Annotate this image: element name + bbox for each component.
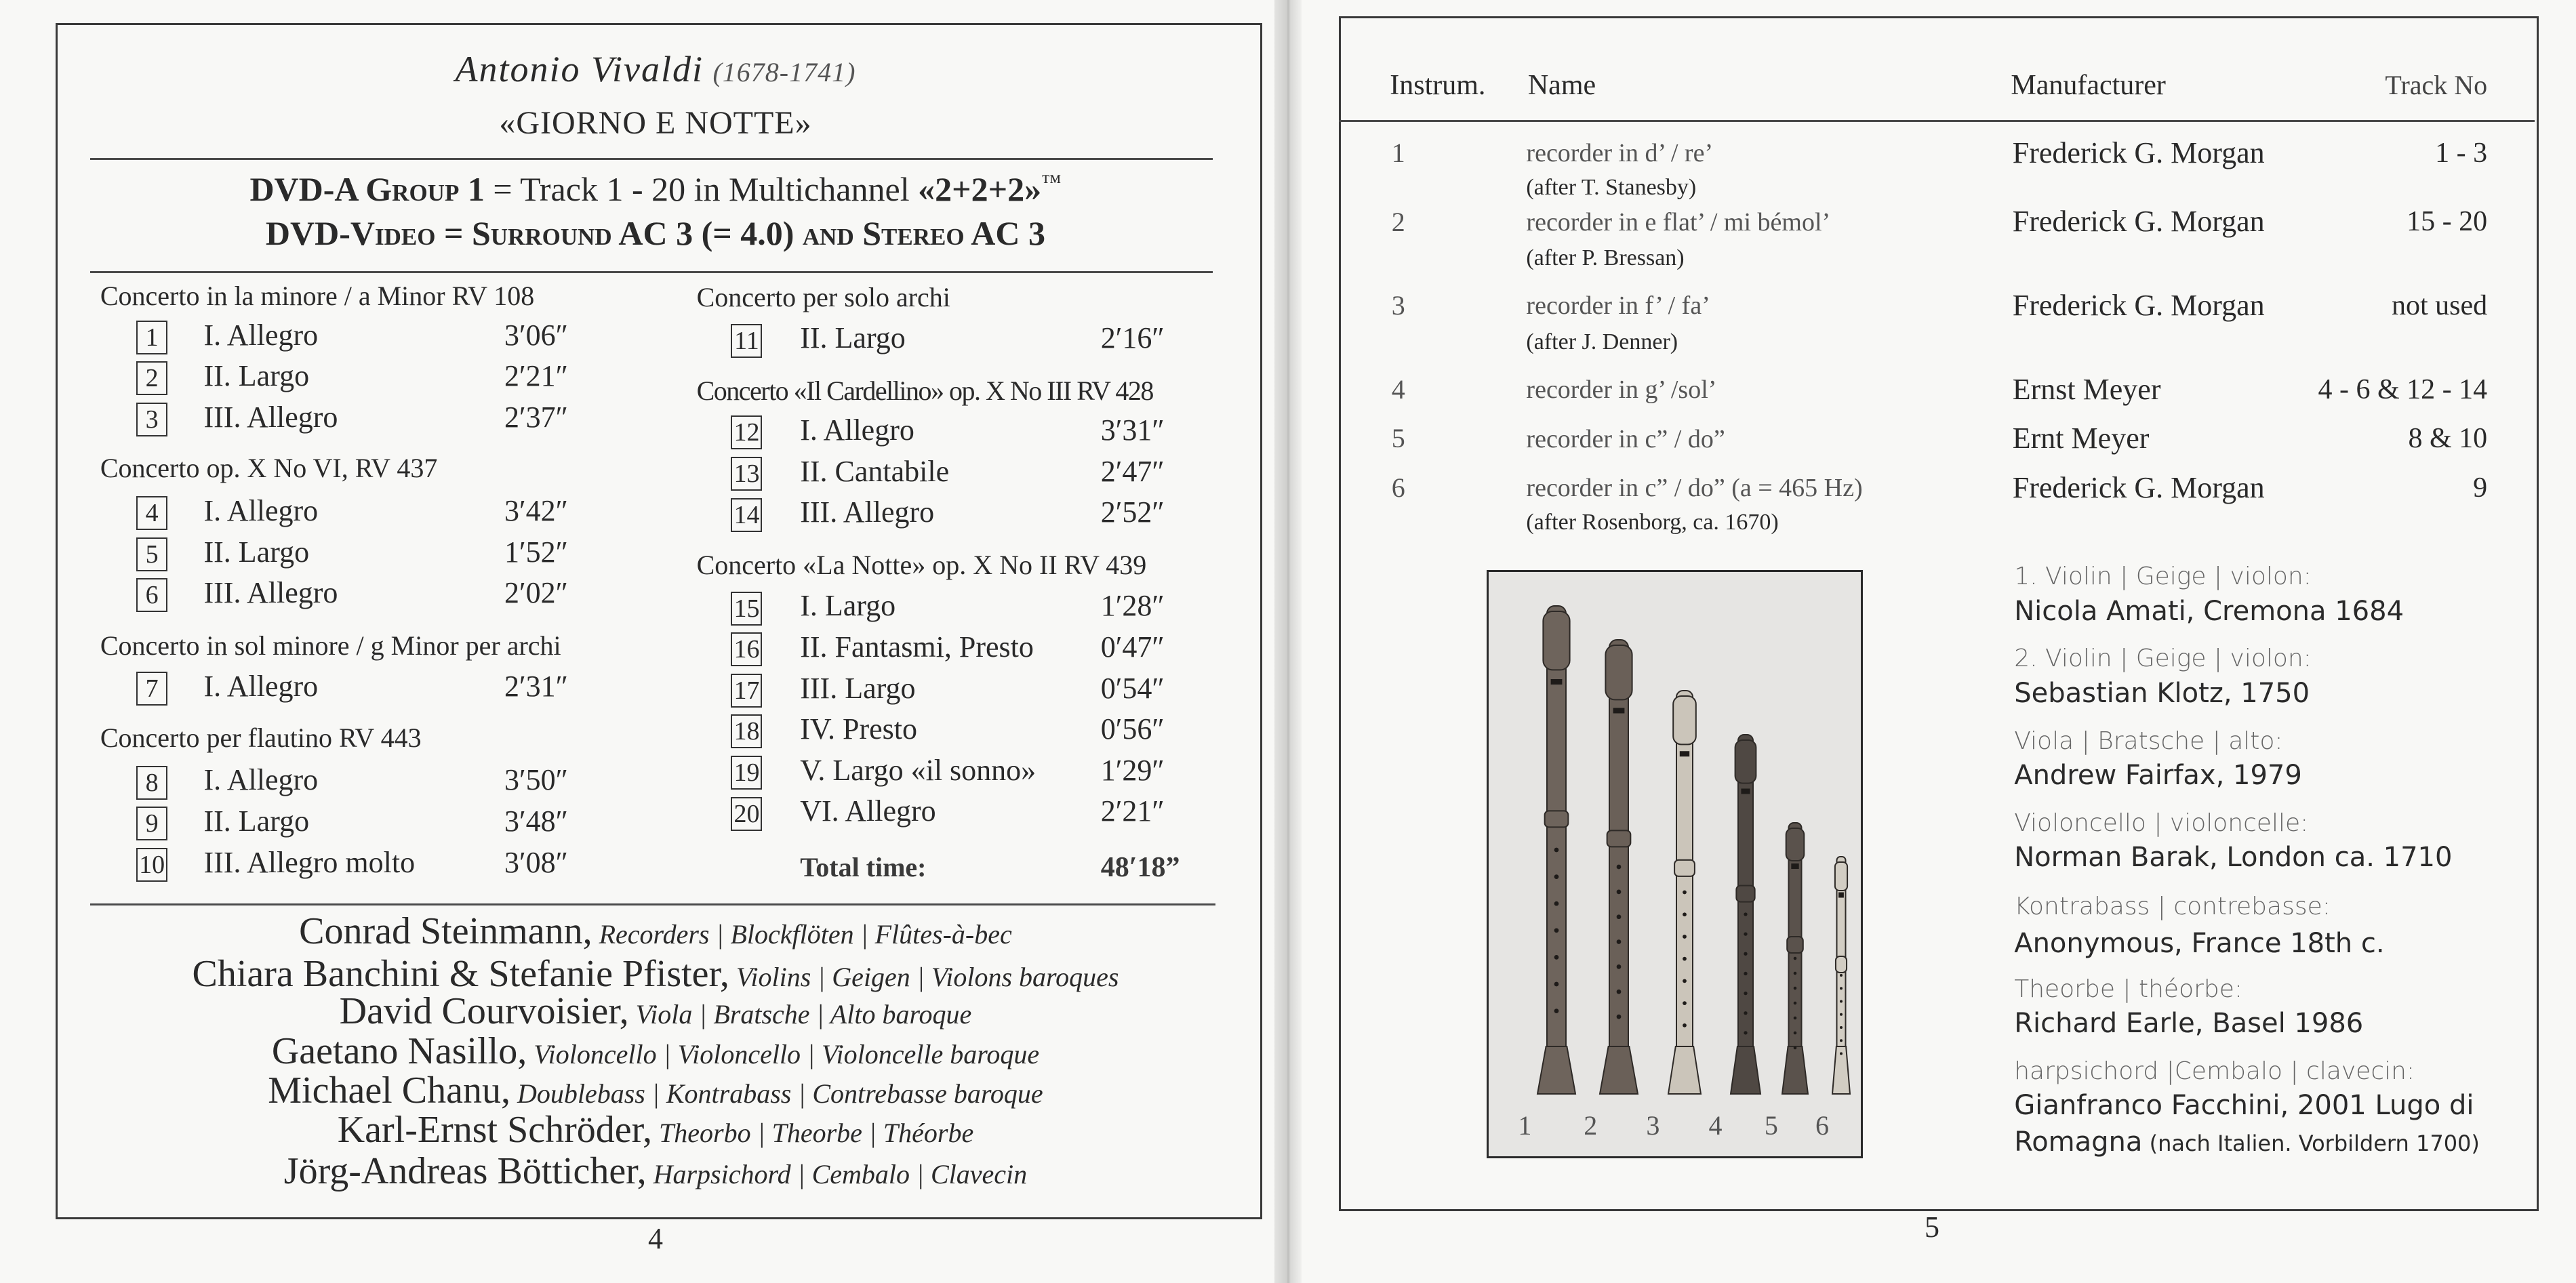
track-title: V. Largo «il sonno» [800, 753, 1037, 787]
track-number-box: 15 [731, 592, 762, 626]
instrument-maker-name: Andrew Fairfax, 1979 [2014, 760, 2302, 792]
instrument-label: 1. Violin | Geige | violon: [2014, 563, 2312, 591]
track-duration: 3′42″ [504, 493, 568, 527]
concerto-heading: Concerto per flautino RV 443 [100, 722, 422, 753]
track-number-box: 19 [731, 756, 762, 790]
track-duration: 1′52″ [504, 535, 568, 569]
track-duration: 3′08″ [504, 845, 568, 879]
instrument-maker [2014, 927, 2385, 959]
recorder-name: recorder in c” / do” (a = 465 Hz) [1526, 474, 1863, 503]
performer-line [337, 1108, 974, 1151]
track-number-box: 20 [731, 797, 762, 831]
recorder-maker: Ernst Meyer [2012, 372, 2161, 406]
performer-role: Violoncello | Violoncello | Violoncelle baroque [527, 1038, 1040, 1070]
track-duration: 2′37″ [504, 400, 568, 434]
track-duration: 3′31″ [1100, 413, 1165, 447]
performer-name: Jörg-Andreas Bötticher, [283, 1149, 647, 1192]
recorder-maker: Frederick G. Morgan [2012, 136, 2265, 169]
instrument-maker [2014, 595, 2404, 627]
table-header-rule [1339, 120, 2535, 122]
performer-name: Conrad Steinmann, [299, 910, 592, 952]
performer-role: Theorbo | Theorbe | Théorbe [652, 1117, 974, 1148]
recorder-4-image [1731, 735, 1760, 1094]
photo-label: 2 [1584, 1109, 1598, 1141]
instrument-maker-name: Norman Barak, London ca. 1710 [2014, 842, 2453, 874]
recorder-model: (after J. Denner) [1526, 329, 1678, 354]
track-title: I. Allegro [203, 763, 319, 797]
track-number-box: 14 [731, 498, 762, 532]
recorder-name: recorder in f’ / fa’ [1526, 291, 1710, 321]
track-duration: 0′54″ [1100, 671, 1165, 705]
photo-label: 5 [1764, 1109, 1778, 1141]
instrument-label: harpsichord |Cembalo | clavecin: [2014, 1057, 2415, 1085]
instrument-maker [2014, 678, 2310, 710]
track-number-box: 2 [136, 361, 167, 395]
track-number-box: 12 [731, 415, 762, 449]
recorder-number: 1 [1391, 137, 1405, 168]
photo-label: 6 [1815, 1109, 1829, 1141]
performers-rule [90, 903, 1215, 905]
recorder-name: recorder in g’ /sol’ [1526, 375, 1717, 404]
track-title: III. Allegro [203, 400, 338, 434]
track-number-box: 9 [136, 807, 167, 840]
book-gutter [1274, 0, 1302, 1283]
recorder-number: 5 [1391, 423, 1405, 454]
header-manufacturer: Manufacturer [2011, 70, 2166, 102]
recorder-name: recorder in e flat’ / mi bémol’ [1526, 207, 1831, 237]
track-duration: 1′28″ [1100, 589, 1165, 623]
track-title: II. Largo [203, 359, 310, 393]
performer-line [268, 1069, 1043, 1112]
recorder-5-image [1782, 823, 1808, 1094]
recorder-tracks: 9 [2473, 472, 2488, 504]
recorder-model: (after Rosenborg, ca. 1670) [1526, 510, 1779, 535]
track-title: I. Allegro [203, 318, 319, 352]
performer-role: Harpsichord | Cembalo | Clavecin [646, 1158, 1028, 1189]
track-title: I. Allegro [203, 493, 319, 527]
performer-role: Doublebass | Kontrabass | Contrebasse baroque [510, 1078, 1043, 1109]
total-time-value: 48′18” [1100, 851, 1180, 883]
instrument-label: 2. Violin | Geige | violon: [2014, 645, 2312, 673]
recorder-name: recorder in c” / do” [1526, 424, 1725, 453]
trademark: ™ [1041, 170, 1062, 193]
track-number-box: 18 [731, 714, 762, 748]
header-track: Track No [2385, 70, 2488, 101]
track-number-box: 1 [136, 321, 167, 354]
instrument-maker [2014, 1090, 2474, 1122]
track-duration: 0′56″ [1100, 712, 1165, 746]
dvd-a-rest: = Track 1 - 20 in Multichannel [484, 169, 919, 208]
performer-name: Chiara Banchini & Stefanie Pfister, [192, 952, 729, 995]
instrument-label: Theorbe | théorbe: [2014, 975, 2243, 1003]
title-rule [90, 158, 1212, 160]
recorder-6-image [1832, 857, 1850, 1094]
album-title: «GIORNO E NOTTE» [499, 104, 812, 141]
track-title: III. Allegro [203, 576, 338, 610]
recorder-model: (after P. Bressan) [1526, 245, 1685, 271]
recorder-number: 6 [1391, 472, 1405, 504]
track-number-box: 5 [136, 537, 167, 571]
composer-dates: (1678-1741) [712, 56, 856, 87]
performer-line [272, 1032, 1039, 1070]
composer-heading [455, 48, 856, 89]
recorder-tracks: 15 - 20 [2407, 206, 2488, 238]
dvd-video-line: DVD-Video = Surround AC 3 (= 4.0) and Stereo AC 3 [265, 214, 1046, 253]
recorder-2-image [1600, 640, 1638, 1094]
track-number-box: 4 [136, 496, 167, 530]
instrument-maker [2014, 1128, 2480, 1156]
dvd-a-line [249, 169, 1062, 208]
track-number-box: 16 [731, 632, 762, 666]
track-number-box: 8 [136, 766, 167, 800]
performer-name: Karl-Ernst Schröder, [337, 1108, 653, 1151]
performer-line [339, 990, 972, 1033]
recorder-model: (after T. Stanesby) [1526, 175, 1697, 200]
track-title: I. Allegro [203, 670, 319, 704]
recorder-number: 3 [1391, 290, 1405, 321]
track-duration: 2′47″ [1100, 454, 1165, 488]
page-number-left: 4 [647, 1221, 663, 1255]
recorders-photo [1487, 570, 1863, 1158]
recorder-tracks: 1 - 3 [2435, 137, 2488, 169]
track-number-box: 6 [136, 578, 167, 612]
concerto-heading: Concerto op. X No VI, RV 437 [100, 453, 438, 484]
instrument-maker-name: Richard Earle, Basel 1986 [2014, 1008, 2364, 1040]
recorder-name: recorder in d’ / re’ [1526, 138, 1714, 167]
track-title: IV. Presto [800, 712, 917, 746]
recorder-maker: Frederick G. Morgan [2012, 288, 2265, 322]
instrument-label: Violoncello | violoncelle: [2014, 809, 2309, 837]
track-title: I. Allegro [800, 413, 914, 447]
recorder-maker: Frederick G. Morgan [2012, 471, 2265, 504]
header-name: Name [1527, 70, 1596, 102]
performer-name: David Courvoisier, [339, 990, 629, 1033]
performer-line [192, 952, 1119, 995]
concerto-heading: Concerto in sol minore / g Minor per archi [100, 630, 561, 661]
track-title: I. Largo [800, 589, 896, 623]
track-duration: 1′29″ [1100, 753, 1165, 787]
recorder-tracks: 8 & 10 [2408, 423, 2488, 455]
track-title: II. Cantabile [800, 454, 950, 488]
concerto-heading: Concerto per solo archi [696, 282, 950, 313]
track-duration: 3′48″ [504, 804, 568, 838]
photo-label: 4 [1708, 1109, 1723, 1141]
track-title: VI. Allegro [800, 794, 936, 828]
recorder-tracks: not used [2392, 290, 2488, 322]
track-duration: 2′52″ [1100, 495, 1165, 529]
instrument-label: Kontrabass | contrebasse: [2014, 893, 2331, 921]
photo-label: 1 [1518, 1109, 1532, 1141]
instrument-maker [2014, 760, 2302, 792]
track-number-box: 3 [136, 403, 167, 436]
track-duration: 2′21″ [504, 359, 568, 393]
instrument-maker-name: Romagna [2014, 1126, 2143, 1158]
instrument-maker-name: Anonymous, France 18th c. [2014, 927, 2385, 959]
performer-role: Recorders | Blockflöten | Flûtes-à-bec [592, 918, 1012, 950]
track-duration: 2′02″ [504, 576, 568, 610]
concerto-heading: Concerto «Il Cardellino» op. X No III RV 428 [696, 375, 1153, 407]
track-duration: 3′06″ [504, 318, 568, 352]
instrument-maker [2014, 842, 2453, 874]
instrument-maker-note: (nach Italien. Vorbildern 1700) [2142, 1130, 2480, 1156]
concerto-heading: Concerto «La Notte» op. X No II RV 439 [696, 550, 1147, 581]
instrument-maker-name: Gianfranco Facchini, 2001 Lugo di [2014, 1090, 2474, 1122]
track-title: III. Allegro [800, 495, 935, 529]
instrument-maker-name: Nicola Amati, Cremona 1684 [2014, 595, 2404, 627]
performer-role: Viola | Bratsche | Alto baroque [628, 999, 972, 1030]
performer-line [299, 912, 1012, 950]
format-rule [90, 271, 1212, 273]
performer-name: Gaetano Nasillo, [271, 1030, 527, 1072]
track-number-box: 11 [731, 324, 762, 358]
instrument-maker [2014, 1008, 2364, 1040]
track-number-box: 7 [136, 672, 167, 706]
recorders-illustration [1489, 572, 1861, 1156]
track-title: III. Allegro molto [203, 845, 416, 879]
dvd-a-format: «2+2+2» [918, 169, 1042, 208]
recorder-number: 2 [1391, 206, 1405, 237]
spacer [704, 49, 713, 89]
track-number-box: 17 [731, 674, 762, 708]
track-duration: 2′21″ [1100, 794, 1165, 828]
recorder-maker: Ernt Meyer [2012, 422, 2150, 455]
track-title: II. Largo [203, 535, 310, 569]
performer-line [283, 1149, 1028, 1192]
track-duration: 2′31″ [504, 670, 568, 704]
track-number-box: 10 [136, 848, 167, 882]
photo-label: 3 [1646, 1109, 1660, 1141]
track-duration: 0′47″ [1100, 630, 1165, 664]
dvd-a-group: DVD-A Group 1 [249, 169, 485, 208]
page-number-right: 5 [1925, 1210, 1940, 1244]
track-duration: 3′50″ [504, 763, 568, 797]
instrument-maker-name: Sebastian Klotz, 1750 [2014, 678, 2310, 710]
concerto-heading: Concerto in la minore / a Minor RV 108 [100, 280, 535, 311]
track-title: III. Largo [800, 671, 916, 705]
track-number-box: 13 [731, 457, 762, 491]
recorder-tracks: 4 - 6 & 12 - 14 [2318, 373, 2488, 405]
header-instrument: Instrum. [1390, 70, 1486, 102]
recorder-number: 4 [1391, 373, 1405, 405]
total-time-label: Total time: [800, 852, 927, 883]
recorder-3-image [1668, 691, 1701, 1094]
track-title: II. Largo [203, 804, 310, 838]
performer-role: Violins | Geigen | Violons baroques [729, 961, 1119, 992]
instrument-label: Viola | Bratsche | alto: [2014, 727, 2283, 755]
track-duration: 2′16″ [1100, 321, 1165, 355]
track-title: II. Fantasmi, Presto [800, 630, 1034, 664]
recorder-1-image [1537, 606, 1575, 1094]
performer-name: Michael Chanu, [268, 1069, 510, 1112]
track-title: II. Largo [800, 321, 906, 355]
composer-name: Antonio Vivaldi [455, 48, 704, 89]
recorder-maker: Frederick G. Morgan [2012, 205, 2265, 239]
